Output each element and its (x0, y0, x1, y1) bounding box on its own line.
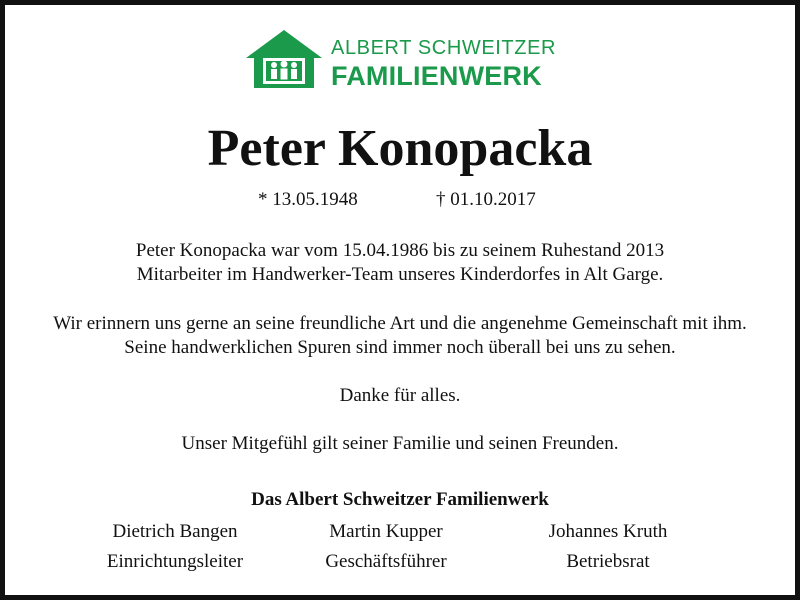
paragraph-line: Wir erinnern uns gerne an seine freundliche Art und die angenehme Gemeinschaft mit ihm. (53, 313, 747, 334)
signatory (508, 517, 708, 577)
signatory-name: Martin Kupper (329, 521, 443, 542)
deceased-name: Peter Konopacka (207, 120, 593, 177)
thanks-line (0, 384, 800, 408)
house-family-icon (244, 28, 324, 90)
paragraph-line: Peter Konopacka war vom 15.04.1986 bis zu seinem Ruhestand 2013 (135, 240, 665, 261)
logo-text-bottom: FAMILIENWERK (331, 61, 542, 91)
memory-paragraph (0, 312, 800, 360)
organization-logo (244, 28, 564, 90)
logo-text-top: ALBERT SCHWEITZER (331, 37, 557, 59)
tenure-paragraph (0, 239, 800, 287)
paragraph-line: Seine handwerklichen Spuren sind immer noch überall bei uns zu sehen. (124, 337, 676, 358)
paragraph-line: Mitarbeiter im Handwerker-Team unseres Kinderdorfes in Alt Garge. (136, 264, 664, 285)
organization-signature: Das Albert Schweitzer Familienwerk (251, 489, 549, 510)
condolence-line (0, 432, 800, 456)
signatory-role: Einrichtungsleiter (106, 551, 244, 572)
paragraph-line: Danke für alles. (339, 385, 461, 406)
birth-date: * 13.05.1948 (258, 189, 358, 210)
signatory (286, 517, 486, 577)
signatory-role: Betriebsrat (566, 551, 650, 572)
death-date: † 01.10.2017 (436, 189, 536, 210)
signatory-name: Dietrich Bangen (112, 521, 238, 542)
signatory-role: Geschäftsführer (325, 551, 447, 572)
signatory (75, 517, 275, 577)
signatory-name: Johannes Kruth (548, 521, 668, 542)
paragraph-line: Unser Mitgefühl gilt seiner Familie und seinen Freunden. (181, 433, 619, 454)
